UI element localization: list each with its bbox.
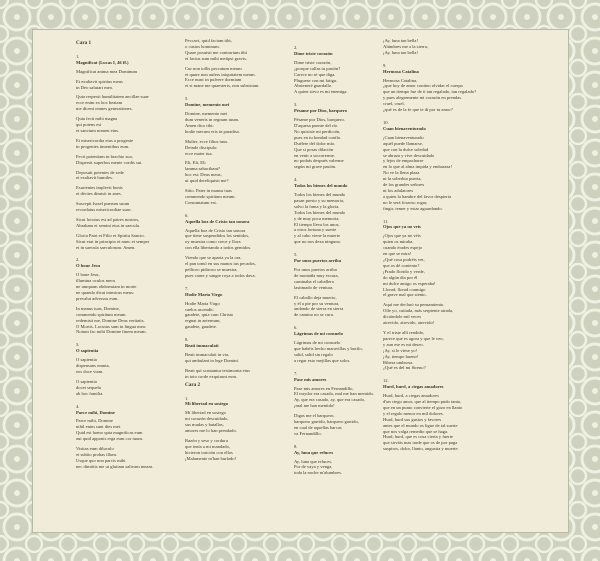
- lyric-line: en venir a socorrerme.: [294, 152, 336, 158]
- lyric-line: Viendo que se aparta ya la ora,: [185, 255, 242, 261]
- lyric-line: pasan presto y su memoria,: [294, 197, 345, 203]
- song-title: Domine, memento mei: [185, 102, 230, 108]
- lyric-line: a quien la hambre del favor despierta: [383, 193, 452, 199]
- song-title: Hodie Maria Virgo: [185, 291, 223, 297]
- lyric-line: en cual de aquellas barcas: [294, 424, 342, 430]
- lyric-line: ab hoc familia.: [76, 390, 104, 396]
- lyric-line: Hurd, hurd, a ciegas amadores: [383, 393, 439, 399]
- lyric-line: de montaña muy escura,: [294, 272, 339, 278]
- lyric-line: Quare posuisti me contrarium tibi: [185, 49, 248, 55]
- lyric-line: El tiempo lleva los unos,: [294, 221, 340, 227]
- lyric-line: me dicent omnes generationes.: [76, 106, 133, 112]
- lyric-line: ¿Qué cosa podréis ver,: [383, 257, 425, 262]
- lyric-line: Mulier, ecce filius tuus.: [185, 138, 229, 144]
- lyric-line: ¡Malamente m'han burlado!: [185, 455, 237, 461]
- lyric-line: Esurientes implevit bonis: [76, 185, 123, 191]
- lyric-line: regnat in aeternum,: [185, 318, 221, 324]
- lyric-line: Llorad, llorad conmigo: [383, 286, 426, 292]
- lyric-line: Et misericordia eius a progenie: [76, 137, 134, 143]
- song-title: Todos los bienes del mundo: [294, 183, 348, 189]
- lyric-line: quien os miraba,: [383, 239, 414, 245]
- lyric-line: El traydor era casado, mal me han mentido.: [294, 391, 374, 397]
- lyric-line: antes que el mundo os ligue de tal suerte: [383, 422, 458, 428]
- lyric-line: No ve la llena plaza: [383, 170, 420, 176]
- lyric-line: Gloria Patri et Filio et Spiritu Sancto.: [76, 232, 145, 238]
- lyric-line: y el regalo menor en mil dolores.: [383, 410, 444, 416]
- lyric-line: no le será forzoso rogar,: [383, 199, 428, 205]
- lyric-line: Oíle yo, cuitada, más serpiente airada,: [383, 308, 454, 314]
- song-number: 8.: [185, 337, 189, 343]
- lyric-line: Deinde discipulo:: [185, 144, 218, 150]
- lyric-line: aquél puede llamarse,: [383, 140, 423, 146]
- song-title: Ay, luna que reluces: [294, 449, 334, 455]
- lyric-line: Pluguese con mi fatiga.: [294, 77, 338, 83]
- lyric-line: in progenies timentibus eum.: [76, 143, 130, 149]
- song-title: O bone Jesu: [76, 263, 100, 269]
- lyric-line: Quia fecit mihi magna: [76, 116, 118, 122]
- lyric-line: suspiros, dolor, llanto, angustia y muerte.: [383, 446, 459, 452]
- lyric-line: Amen dico tibi:: [185, 122, 214, 128]
- lyric-line: in Deo salutari meo.: [76, 84, 114, 90]
- lyric-line: y al cabo viene la muerte: [294, 233, 341, 239]
- lyric-line: Magnificat anima mea Dominum: [76, 68, 138, 74]
- lyric-line: et subito probas illum.: [76, 451, 118, 457]
- lyric-line: atrevido, atrevido, atrevido!: [383, 320, 435, 326]
- lyric-line: que habéis hecho maravillas y bacilo,: [294, 345, 363, 351]
- song-number: 8.: [294, 443, 298, 449]
- lyric-line: ¡Ojos que ya no véis: [383, 233, 421, 239]
- lyric-line: parece que es agora y que le veo,: [383, 335, 444, 341]
- song-number: 4.: [76, 403, 80, 409]
- lyric-line: commendo spiritum meum.: [185, 193, 236, 199]
- lyric-line: cruel, cruel,: [383, 101, 405, 107]
- song-title: Parce mihi, Domine: [76, 409, 115, 415]
- lyric-line: Ay, luna que reluces,: [294, 458, 333, 464]
- lyric-line: a otros fortuna y suerte: [294, 227, 337, 233]
- lyric-line: Lágrimas de mi consuelo: [294, 340, 341, 346]
- column-4: [383, 38, 481, 452]
- lyric-line: ¿que hoy de amor contino olvidar el cuerpo: [383, 83, 463, 89]
- lyric-line: Visitas eum diluculo: [76, 446, 114, 452]
- lyric-line: y lejos de empacharse: [383, 158, 424, 164]
- song-title: Cuan bienaventurado: [383, 125, 426, 131]
- lyric-line: dispensans omnia,: [76, 363, 110, 369]
- lyric-line: Hurd, hurd, que es cosa cierta y fuerte: [383, 434, 454, 440]
- lyric-line: que con la dulce soledad: [383, 146, 429, 152]
- lyric-line: O sapientia: [76, 378, 97, 384]
- lyric-line: que sirváis mas tarde que os de por paga: [383, 440, 458, 446]
- lyric-line: Peccavi, quid faciam tibi,: [185, 38, 232, 43]
- song-number: 3.: [76, 342, 80, 348]
- lyric-line: Sicut locutus est ad patres nostros,: [76, 216, 140, 222]
- song-number: 3.: [294, 102, 298, 108]
- lyric-line: o custos hominum.: [185, 43, 220, 49]
- lyric-line: docet sequela: [76, 384, 101, 390]
- lyric-line: et quare non aufers iniquitatem meam.: [185, 71, 256, 77]
- lyric-line: de los grandes señores: [383, 182, 425, 188]
- lyric-line: gaudete, quia cum Christo: [185, 312, 234, 318]
- lyric-line: lastimado de ventura.: [294, 284, 334, 290]
- lyric-line: Absteneré guardallo.: [294, 83, 333, 89]
- song-title: Magnificat (Lucas I, 46 ff.): [76, 59, 129, 65]
- lyric-line: No quisiste mi perdición,: [294, 128, 341, 134]
- lyric-line: Razón y seso y cordura: [185, 437, 228, 443]
- lyric-line: Ribera umbrosa.: [383, 359, 414, 365]
- lyric-line: que un tiempo fue de ti tan regalado, tan regalado?: [383, 89, 477, 95]
- lyric-line: et exaltavit humiles.: [76, 175, 114, 181]
- song-number: 1.: [76, 53, 80, 59]
- lyric-line: Hermosa Catalina,: [383, 77, 418, 83]
- lyric-line: commendo spiritum meum.: [76, 311, 127, 317]
- lyric-line: Por unos puertos arriba: [294, 267, 337, 272]
- lyric-line: Aquella boz de Cristo tan sonora: [185, 227, 246, 233]
- lyric-line: Domine, memento mei: [185, 111, 228, 117]
- lyric-line: El caballo deja muerto,: [294, 294, 337, 300]
- lyric-line: eos doce viam.: [76, 368, 104, 374]
- lyric-line: d'un ciego amor, que al tiempo pudo tanto,: [383, 399, 462, 405]
- lyric-line: Consumatum est.: [185, 199, 217, 205]
- lyric-line: Cur non tollis peccatum meum: [185, 65, 242, 71]
- lyric-line: Quid est homo quia magnificas eum: [76, 430, 143, 436]
- song-title: Pésame por Dios, barquero: [294, 108, 348, 114]
- lyric-line: ne umquam obdormiam in morte: [76, 284, 137, 290]
- lyric-line: caelos ascendit:: [185, 306, 214, 312]
- lyric-line: ecce mater tua.: [185, 150, 213, 156]
- lyric-line: va Fernandillo.: [294, 430, 322, 436]
- lyric-line: Quia respexit humilitatem ancillae suae: [76, 94, 149, 100]
- song-title: Dime triste corazón: [294, 50, 333, 56]
- lyric-line: lamma sabacthani?: [185, 166, 221, 172]
- song-title: Ojos que ya no veis: [383, 224, 421, 230]
- song-number: 10.: [383, 119, 389, 125]
- lyric-line: amores me lo han prendado.: [185, 428, 237, 434]
- lyric-line: ¡Ay, tiempo bueno!: [383, 353, 419, 359]
- lyric-line: Usque quo non parcis mihi: [76, 457, 126, 463]
- lyric-line: ¡Prado florido y verde,: [383, 268, 425, 274]
- song-title: Pase mis amores: [294, 376, 327, 382]
- song-number: 7.: [294, 370, 298, 376]
- lyric-line: de camino no se cura.: [294, 312, 334, 318]
- lyric-line: en lo que al alma impida y embaraza!: [383, 164, 453, 170]
- lyric-line: se abraza y vive descuidado: [383, 152, 435, 158]
- lyric-line: que tenía a mi mandado,: [185, 443, 231, 449]
- lyric-line: nec dimittis me ut glutiam salivam meam.: [76, 463, 154, 469]
- lyric-line: y aun ese es mi deseo.: [383, 341, 424, 347]
- lyric-line: Y el triste allí rendido,: [383, 329, 425, 335]
- lyric-line: Todos los bienes del mundo: [294, 192, 346, 198]
- lyric-line: O sapientia: [76, 357, 97, 363]
- song-number: 5.: [185, 96, 189, 102]
- lyric-line: el grave mal que siento.: [383, 292, 427, 298]
- lyric-line: prevalui adversus eum.: [76, 295, 119, 301]
- lyric-line: salvo la fama y la gloria.: [294, 203, 340, 209]
- song-number: 5.: [294, 252, 298, 258]
- lyric-line: dum veneris in regnum tuum.: [185, 116, 240, 122]
- lyric-line: Ecce nunc in pulvere dormiam: [185, 77, 242, 83]
- song-title: O sapientia: [76, 348, 99, 354]
- lyric-line: In manus tuas, Domine,: [76, 305, 120, 311]
- lyric-line: que nos valga remedio que se haga.: [383, 428, 449, 434]
- lyric-line: qui potens est: [76, 122, 102, 128]
- lyric-line: ¡mal me han mentido!: [294, 403, 335, 409]
- song-number: 2.: [76, 257, 80, 263]
- lyric-line: mi corazón descuidado,: [185, 416, 229, 422]
- lyric-line: ¡Cuan bienaventurado: [383, 134, 424, 140]
- lyric-line: Alúmbres me a la sierra,: [383, 43, 429, 49]
- lyric-line: Dispersit superbos mente cordis sui.: [76, 159, 143, 165]
- lyric-line: pues carne y sangre roya a todos dava.: [185, 272, 256, 278]
- lyric-line: et si mane me quaesieris, non subsistam.: [185, 83, 260, 89]
- lyric-line: Hodie Maria Virgo: [185, 300, 220, 306]
- lyric-line: ¿qué es de la fe que te di por tu amor?: [383, 107, 453, 113]
- song-title: Beati immaculati: [185, 343, 219, 349]
- lyric-line: et divites dimisit in anes.: [76, 191, 122, 197]
- lyric-line: Abraham et semini eius in saecula.: [76, 222, 141, 228]
- lyric-line: sus mudas y batallas,: [185, 422, 224, 428]
- lyric-line: ne quando dicat inimicus meus:: [76, 290, 135, 295]
- lyric-line: mi dulce amigo os esperaba!: [383, 280, 436, 286]
- lyric-line: nihil enim sunt dies mei.: [76, 424, 122, 430]
- lyric-line: ¿porque callas tu pasión?: [294, 65, 341, 71]
- lyric-line: Digas me el barquero,: [294, 413, 335, 419]
- lyric-line: toda la noche m'alumbres.: [294, 470, 343, 476]
- song-number: 6.: [294, 325, 298, 331]
- lyric-line: hoc est: Deus meus,: [185, 172, 222, 178]
- lyric-line: que no nos dexa ninguno.: [294, 239, 342, 245]
- lyric-line: fingir, temer y estar aguardando.: [383, 205, 443, 211]
- song-number: 7.: [185, 285, 189, 291]
- lyric-line: Hurd, hurd sus gustos y favores: [383, 416, 442, 422]
- lyric-line: Ay, que era casado, ay, que era casado,: [294, 397, 366, 403]
- lyric-line: redemisti me, Domine Deus veritatis.: [76, 317, 145, 323]
- lyric-line: Notum fac mihi Domine finem meum.: [76, 329, 147, 335]
- lyric-line: a regar esto mejillas que solos.: [294, 357, 351, 363]
- lyric-line: ¡Ay, si le viese yo!: [383, 347, 418, 353]
- side-heading: Cara 2: [185, 381, 201, 388]
- lyric-line: barquero garrido, barquero garrido,: [294, 419, 359, 425]
- lyric-line: salid, salid sin regalo: [294, 351, 333, 357]
- song-number: 9.: [383, 62, 387, 68]
- column-2: [185, 38, 283, 462]
- lyric-line: ni los adulatores: [383, 187, 414, 193]
- lyric-line: Eli, Eli, Eli: [185, 160, 206, 166]
- song-title: Lágrimas de mi consuelo: [294, 331, 343, 337]
- lyric-line: Que si posas dilación: [294, 146, 334, 152]
- lyric-line: aut quid apponis erga eum cor tuum.: [76, 436, 144, 442]
- lyric-line: el pan tomó en sus manos tus pecados,: [185, 261, 256, 267]
- song-title: Mi libertad en sosiego: [185, 401, 228, 407]
- lyric-line: Mi libertad en sosiego: [185, 410, 226, 416]
- lyric-line: Beati immaculati in via,: [185, 351, 230, 357]
- lyric-line: y de muy poca memoria.: [294, 215, 340, 221]
- lyric-line: Deposuit potentes de sede: [76, 169, 124, 175]
- lyric-line: que en un punto convierte el gozo en llanto: [383, 404, 463, 410]
- lyric-line: O Mortis. Locutus sum in lingua mea:: [76, 323, 147, 329]
- song-number: 12.: [383, 378, 389, 384]
- lyric-line: según mi grave pasión.: [294, 164, 337, 170]
- lyric-line: que os dé contento?: [383, 262, 420, 268]
- lyric-line: Aquí me declaró su pensamiento.: [383, 302, 445, 308]
- lyric-line: ¿Qué es del mi Sireno?: [383, 365, 426, 371]
- lyric-line: illumina oculos meos: [76, 278, 116, 284]
- lyric-line: caminaba el caballero: [294, 278, 335, 284]
- song-number: 11.: [383, 218, 389, 224]
- lyric-line: ecce enim ex hoc beatam: [76, 100, 123, 106]
- lyric-line: in toto corde exquirunt eum.: [185, 373, 238, 379]
- lyric-line: Por de vaya y venga,: [294, 464, 333, 470]
- lyric-line: gaudete, gaudete.: [185, 324, 218, 330]
- lyric-line: oy muestra como crece y llora: [185, 239, 241, 245]
- lyric-line: et in saecula saeculorum. Amen.: [76, 244, 136, 250]
- column-1: [76, 38, 174, 470]
- lyric-line: Carece no sé que diga.: [294, 71, 336, 77]
- lyric-line: Todos los bienes del mundo: [294, 209, 346, 215]
- lyric-line: et factus sum mihi metipsi gravis.: [185, 55, 248, 61]
- lyric-line: do algún día por él: [383, 274, 418, 280]
- lyric-line: qui ambulant in lege Domini.: [185, 357, 239, 363]
- lyric-line: Duélete del dolor mío.: [294, 140, 336, 146]
- lyric-line: pues en tu bondad confío.: [294, 134, 342, 140]
- song-title: Por unos puertos arriba: [294, 258, 342, 264]
- lyric-line: Parce mihi, Domine: [76, 418, 113, 424]
- song-number: 6.: [185, 212, 189, 218]
- lyric-line: andando de sierra en sierra: [294, 306, 344, 312]
- lyric-line: et sanctum nomen eius.: [76, 127, 120, 133]
- lyric-line: en que se mira!: [383, 251, 412, 257]
- lyric-line: hodie mecum eris in paradiso.: [185, 128, 241, 134]
- lyric-line: ut quid dereliquisti me?: [185, 178, 229, 184]
- lyric-line: con ella libertando a todos gemidos.: [185, 245, 252, 251]
- lyric-line: O bone Jesu,: [76, 272, 100, 278]
- song-number: 1.: [185, 395, 189, 401]
- lyric-line: que tiene suspendidos los sentidos,: [185, 233, 250, 239]
- lyric-line: ¡Ay, luna tan bella!: [383, 49, 418, 55]
- song-number: 2.: [294, 45, 298, 50]
- lyric-line: ni la soberbia puerta,: [383, 176, 422, 182]
- lyric-line: Suscepit Israel puerum suum: [76, 201, 130, 207]
- song-title: Hurd, hurd, a ciegas amadores: [383, 384, 444, 390]
- song-number: 4.: [294, 177, 298, 183]
- lyric-line: Dime triste corazón,: [294, 59, 332, 65]
- lyric-line: y él a pie por su ventura,: [294, 300, 340, 306]
- song-title: Hermosa Catalina: [383, 68, 419, 74]
- lyric-line: y pues alegremente mi corazón en prendas: [383, 95, 462, 101]
- lyric-line: recordatus misericordiae suae.: [76, 207, 132, 213]
- side-heading: Cara 1: [76, 40, 92, 46]
- lyric-line: hicieron traición con ellos: [185, 449, 233, 455]
- lyric-line: Pase mis amores en Fernandillo,: [294, 385, 354, 391]
- lyric-line: Fecit potentiam in brachio suo,: [76, 153, 134, 159]
- lyric-line: pelliceo pidiroso se muestra,: [185, 267, 238, 272]
- column-3: [294, 38, 392, 476]
- lyric-line: Beati qui scrutantur testimonia eius: [185, 367, 251, 373]
- lyric-line: Et exultavit spiritus meus: [76, 78, 123, 84]
- song-title: Aquella boz de Cristo tan sonora: [185, 218, 250, 224]
- lyric-line: Pésame por Dios, barquero.: [294, 117, 345, 123]
- lyric-line: Sitio. Pater in manus tuas: [185, 188, 232, 194]
- lyric-line: Sicut erat in principio et nunc et semper: [76, 238, 150, 244]
- lyric-line: no podrás después valerme: [294, 158, 344, 164]
- lyric-line: cuando érades espejo: [383, 245, 423, 251]
- lyric-line: A quien sirvo es mi enemiga.: [294, 89, 348, 95]
- lyric-line: D'aquesa puente del río.: [294, 122, 339, 128]
- lyric-line: dicióndole mil veces: [383, 314, 422, 320]
- lyric-line: ¡Ay, luna tan bella!: [383, 38, 418, 43]
